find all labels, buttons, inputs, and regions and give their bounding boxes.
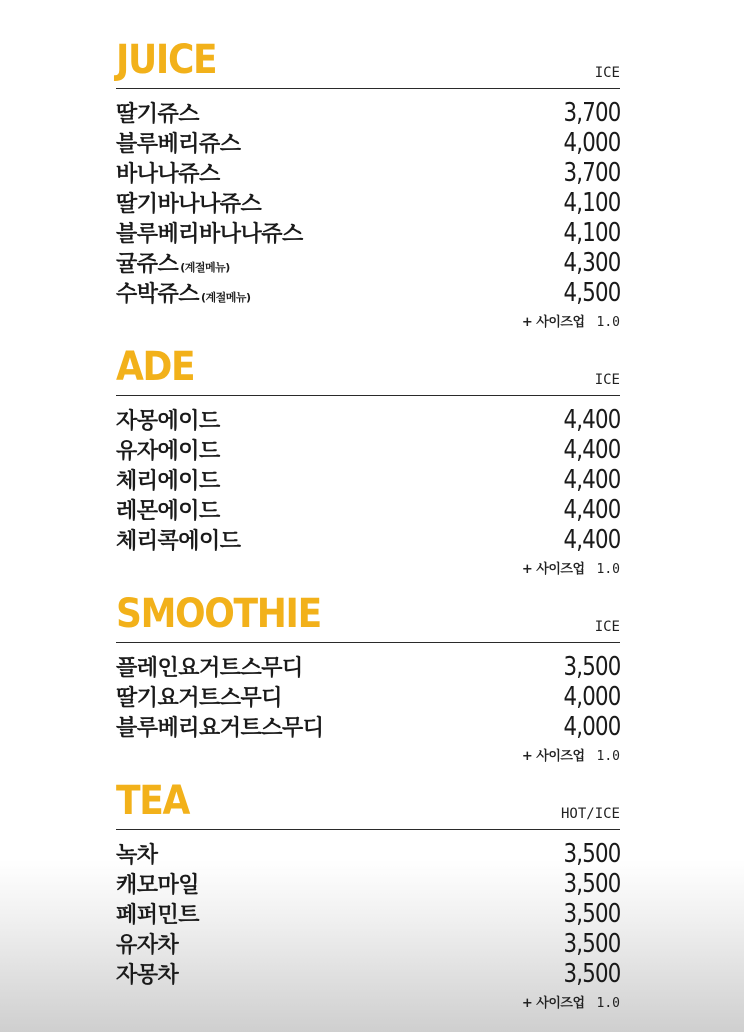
size-up-row <box>116 309 620 337</box>
menu-item <box>116 436 620 466</box>
size-up-price: 1.0 <box>596 315 620 330</box>
item-price: 4,300 <box>563 248 620 278</box>
item-price: 4,400 <box>563 435 620 465</box>
item-name: 녹차 <box>116 843 158 868</box>
item-name: 캐모마일 <box>116 873 200 898</box>
item-price: 4,100 <box>563 188 620 218</box>
menu-item <box>116 900 620 930</box>
menu-item <box>116 960 620 990</box>
size-up-price: 1.0 <box>596 749 620 764</box>
item-price: 3,500 <box>563 899 620 929</box>
menu-item <box>116 189 620 219</box>
size-up-label: + 사이즈업 <box>521 315 585 330</box>
size-up-row <box>116 556 620 584</box>
item-name: 유자에이드 <box>116 439 220 464</box>
item-price: 4,000 <box>563 682 620 712</box>
menu-board <box>116 0 620 1018</box>
item-price: 4,000 <box>563 128 620 158</box>
item-name: 블루베리요거트스무디 <box>116 716 324 741</box>
size-up-label: + 사이즈업 <box>521 749 585 764</box>
item-name: 레몬에이드 <box>116 499 220 524</box>
item-price: 4,400 <box>563 525 620 555</box>
section-juice <box>116 0 620 337</box>
item-list <box>116 643 620 743</box>
item-name: 블루베리쥬스 <box>116 132 241 157</box>
menu-item <box>116 406 620 436</box>
item-price: 4,400 <box>563 465 620 495</box>
section-title: JUICE <box>116 37 217 83</box>
item-list <box>116 830 620 990</box>
item-name: 딸기요거트스무디 <box>116 686 283 711</box>
item-price: 3,500 <box>563 652 620 682</box>
menu-item <box>116 159 620 189</box>
section-temperature: ICE <box>594 65 620 81</box>
size-up-label: + 사이즈업 <box>521 562 585 577</box>
item-name: 플레인요거트스무디 <box>116 656 303 681</box>
section-header <box>116 0 620 89</box>
item-list <box>116 396 620 556</box>
section-header <box>116 584 620 643</box>
item-price: 4,100 <box>563 218 620 248</box>
item-name: 딸기바나나쥬스 <box>116 192 262 217</box>
item-name: 바나나쥬스 <box>116 162 220 187</box>
item-note: (계절메뉴) <box>201 291 251 304</box>
menu-item <box>116 466 620 496</box>
section-header <box>116 771 620 830</box>
item-list <box>116 89 620 309</box>
item-price: 3,700 <box>563 158 620 188</box>
item-name: 체리에이드 <box>116 469 220 494</box>
size-up-row <box>116 990 620 1018</box>
menu-item <box>116 129 620 159</box>
section-ade <box>116 337 620 584</box>
size-up-price: 1.0 <box>596 996 620 1011</box>
section-temperature: HOT/ICE <box>560 806 620 822</box>
section-temperature: ICE <box>594 372 620 388</box>
size-up-row <box>116 743 620 771</box>
item-name: 수박쥬스 (계절메뉴) <box>116 282 251 307</box>
menu-item <box>116 526 620 556</box>
section-tea <box>116 771 620 1018</box>
item-name: 페퍼민트 <box>116 903 200 928</box>
menu-item <box>116 683 620 713</box>
section-temperature: ICE <box>594 619 620 635</box>
menu-item <box>116 713 620 743</box>
item-name: 귤쥬스 (계절메뉴) <box>116 252 230 277</box>
section-title: SMOOTHIE <box>116 591 321 637</box>
section-title: ADE <box>116 344 195 390</box>
item-price: 3,500 <box>563 929 620 959</box>
item-name: 딸기쥬스 <box>116 102 200 127</box>
menu-item <box>116 279 620 309</box>
menu-item <box>116 99 620 129</box>
item-price: 4,400 <box>563 405 620 435</box>
menu-item <box>116 930 620 960</box>
size-up-label: + 사이즈업 <box>521 996 585 1011</box>
item-name: 자몽차 <box>116 963 179 988</box>
size-up-price: 1.0 <box>596 562 620 577</box>
item-price: 3,700 <box>563 98 620 128</box>
item-name: 자몽에이드 <box>116 409 220 434</box>
item-name: 유자차 <box>116 933 179 958</box>
item-price: 4,500 <box>563 278 620 308</box>
item-price: 4,000 <box>563 712 620 742</box>
item-note: (계절메뉴) <box>180 261 230 274</box>
section-title: TEA <box>116 778 189 824</box>
menu-item <box>116 249 620 279</box>
item-name: 체리콕에이드 <box>116 529 241 554</box>
menu-item <box>116 219 620 249</box>
menu-item <box>116 870 620 900</box>
section-header <box>116 337 620 396</box>
item-price: 3,500 <box>563 839 620 869</box>
item-price: 4,400 <box>563 495 620 525</box>
menu-item <box>116 496 620 526</box>
menu-item <box>116 653 620 683</box>
menu-item <box>116 840 620 870</box>
item-name: 블루베리바나나쥬스 <box>116 222 303 247</box>
item-price: 3,500 <box>563 959 620 989</box>
section-smoothie <box>116 584 620 771</box>
item-price: 3,500 <box>563 869 620 899</box>
